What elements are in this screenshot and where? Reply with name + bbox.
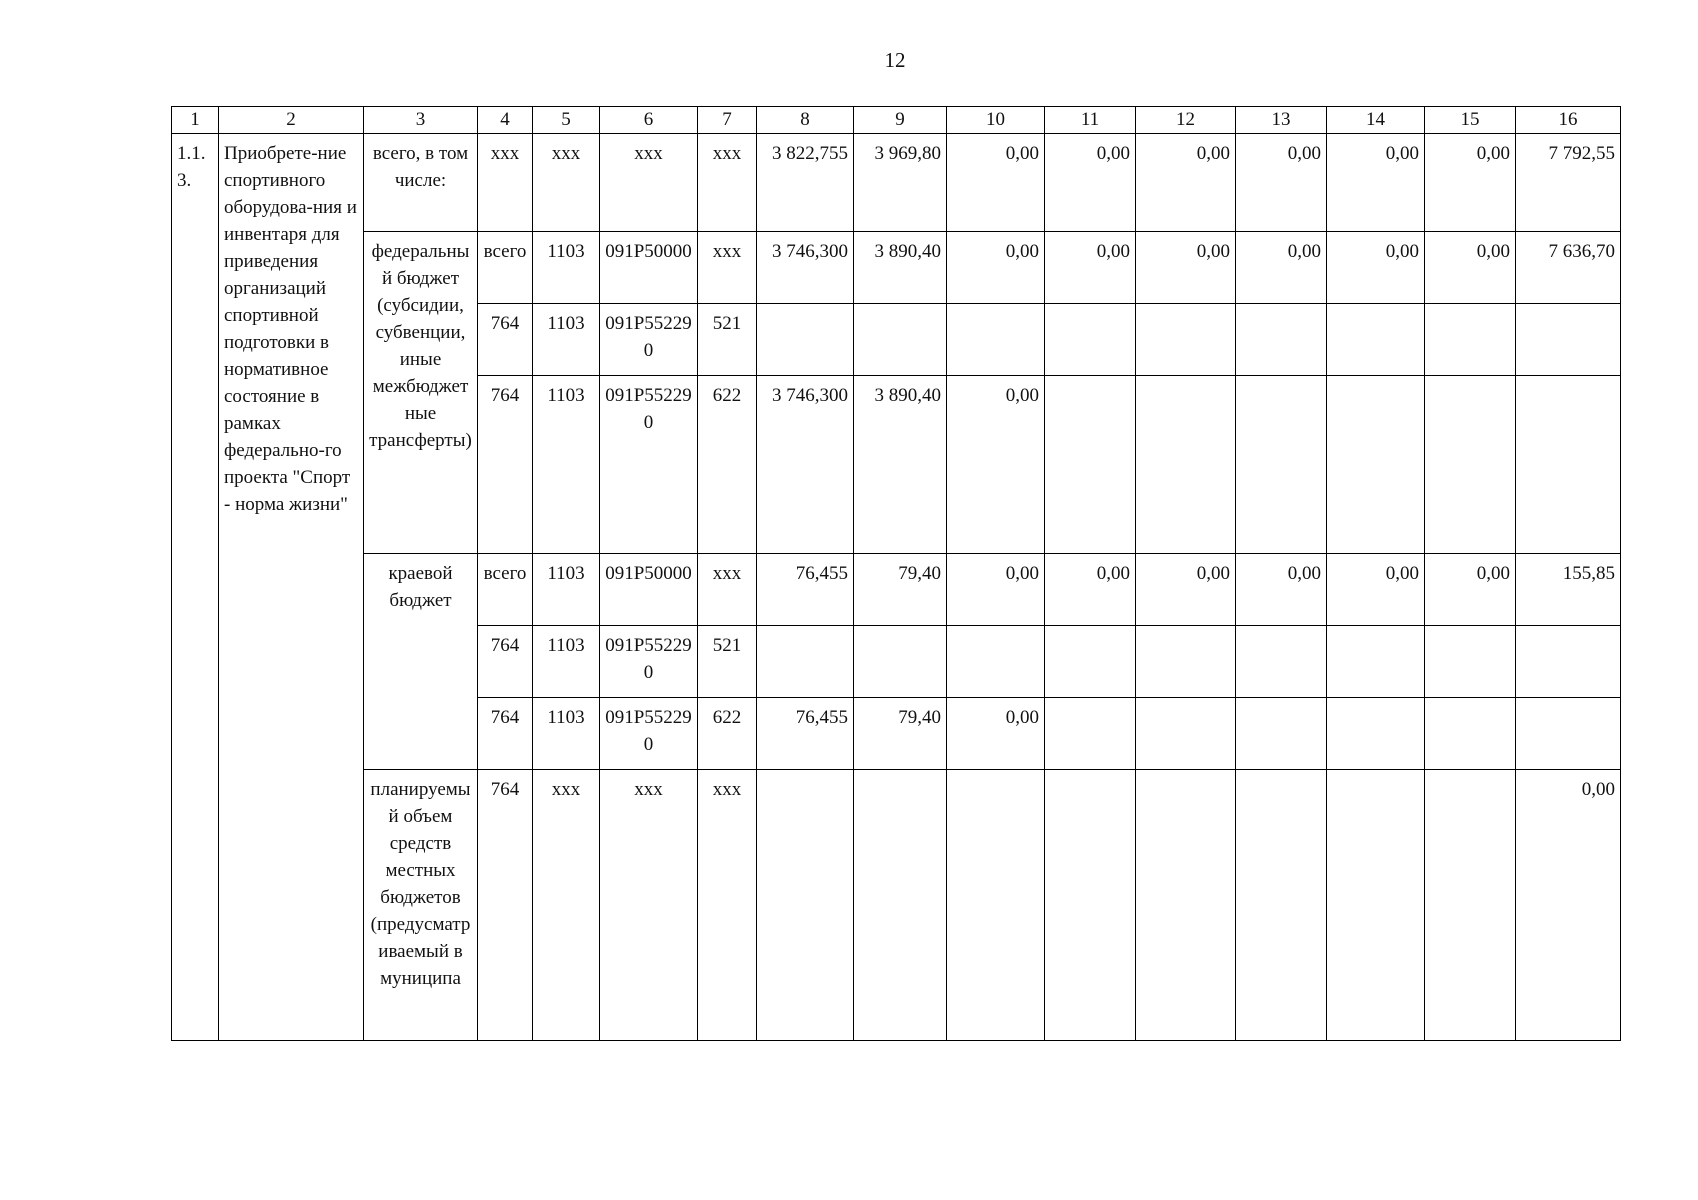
- table-cell: 7 636,70: [1516, 232, 1621, 304]
- table-cell: xxx: [698, 134, 757, 232]
- table-cell: [1236, 626, 1327, 698]
- table-cell: [1425, 376, 1516, 554]
- budget-table: [171, 106, 1621, 1041]
- header-cell: 10: [947, 107, 1045, 134]
- table-cell: 622: [698, 376, 757, 554]
- table-cell: [1327, 698, 1425, 770]
- table-cell: 0,00: [1425, 232, 1516, 304]
- table-cell: 0,00: [1045, 232, 1136, 304]
- table-cell: [1425, 698, 1516, 770]
- item-number: 1.1.3.: [172, 134, 219, 1041]
- table-cell: [1045, 698, 1136, 770]
- table-row-regional-total: [172, 554, 1621, 626]
- table-cell: [854, 770, 947, 1041]
- table-cell: 3 746,300: [757, 376, 854, 554]
- header-cell: 11: [1045, 107, 1136, 134]
- table-cell: 3 890,40: [854, 376, 947, 554]
- table-cell: 091P552290: [600, 626, 698, 698]
- table-cell: [854, 304, 947, 376]
- table-cell: 091P50000: [600, 554, 698, 626]
- table-row-total: [172, 134, 1621, 232]
- header-cell: 1: [172, 107, 219, 134]
- table-cell: xxx: [533, 770, 600, 1041]
- table-cell: 0,00: [1136, 232, 1236, 304]
- table-cell: xxx: [698, 554, 757, 626]
- header-row: [172, 107, 1621, 134]
- table-cell: xxx: [698, 232, 757, 304]
- item-title: Приобрете-ние спортивного оборудова-ния и инвентаря для приведения организаций спортивной подготовки в нормативное состояние в рамках федерально-го проекта "Спорт - норма жизни": [219, 134, 364, 1041]
- table-cell: 0,00: [1425, 134, 1516, 232]
- table-cell: [1327, 376, 1425, 554]
- header-cell: 15: [1425, 107, 1516, 134]
- table-row-federal-total: [172, 232, 1621, 304]
- table-cell: 0,00: [947, 698, 1045, 770]
- table-cell: 764: [478, 698, 533, 770]
- table-cell: 0,00: [947, 134, 1045, 232]
- header-cell: 9: [854, 107, 947, 134]
- table-cell: [1425, 770, 1516, 1041]
- table-cell: 521: [698, 626, 757, 698]
- table-row-local: [172, 770, 1621, 1041]
- table-cell: 3 746,300: [757, 232, 854, 304]
- header-cell: 2: [219, 107, 364, 134]
- table-cell: [1236, 304, 1327, 376]
- table-cell: [1236, 376, 1327, 554]
- funding-source-total: всего, в том числе:: [364, 134, 478, 232]
- table-cell: [854, 626, 947, 698]
- header-cell: 8: [757, 107, 854, 134]
- table-cell: [1516, 698, 1621, 770]
- table-cell: [1327, 304, 1425, 376]
- table-cell: [947, 626, 1045, 698]
- table-cell: 0,00: [1327, 554, 1425, 626]
- table-cell: 1103: [533, 626, 600, 698]
- table-cell: 1103: [533, 304, 600, 376]
- table-cell: [1045, 304, 1136, 376]
- header-cell: 13: [1236, 107, 1327, 134]
- table-cell: 3 890,40: [854, 232, 947, 304]
- table-cell: [1425, 626, 1516, 698]
- header-cell: 4: [478, 107, 533, 134]
- funding-source-local: планируемый объем средств местных бюджетов (предусматриваемый в муниципа: [364, 770, 478, 1041]
- table-cell: [947, 770, 1045, 1041]
- table-cell: [1327, 626, 1425, 698]
- header-cell: 14: [1327, 107, 1425, 134]
- table-cell: [1045, 376, 1136, 554]
- table-cell: 0,00: [1236, 554, 1327, 626]
- header-cell: 3: [364, 107, 478, 134]
- table-cell: 622: [698, 698, 757, 770]
- table-cell: 0,00: [1425, 554, 1516, 626]
- table-cell: [1236, 698, 1327, 770]
- table-cell: 1103: [533, 554, 600, 626]
- table-cell: 764: [478, 376, 533, 554]
- table-cell: 764: [478, 770, 533, 1041]
- table-cell: [1516, 304, 1621, 376]
- table-cell: [757, 770, 854, 1041]
- table-cell: 155,85: [1516, 554, 1621, 626]
- table-cell: 0,00: [947, 376, 1045, 554]
- table-cell: 79,40: [854, 554, 947, 626]
- table-cell: 764: [478, 304, 533, 376]
- table-cell: [1236, 770, 1327, 1041]
- table-cell: [1327, 770, 1425, 1041]
- table-cell: 0,00: [1327, 134, 1425, 232]
- table-cell: 091P50000: [600, 232, 698, 304]
- table-cell: 0,00: [947, 554, 1045, 626]
- table-cell: xxx: [698, 770, 757, 1041]
- table-cell: 0,00: [947, 232, 1045, 304]
- table-cell: 76,455: [757, 698, 854, 770]
- table-cell: 091P552290: [600, 376, 698, 554]
- table-cell: 0,00: [1136, 554, 1236, 626]
- header-cell: 16: [1516, 107, 1621, 134]
- table-cell: [1136, 376, 1236, 554]
- table-cell: [947, 304, 1045, 376]
- table-cell: 3 822,755: [757, 134, 854, 232]
- table-cell: всего: [478, 554, 533, 626]
- table-cell: 7 792,55: [1516, 134, 1621, 232]
- table-cell: 0,00: [1136, 134, 1236, 232]
- header-cell: 12: [1136, 107, 1236, 134]
- table-cell: 1103: [533, 232, 600, 304]
- table-cell: [1136, 626, 1236, 698]
- table-cell: [757, 304, 854, 376]
- table-cell: 79,40: [854, 698, 947, 770]
- table-cell: 3 969,80: [854, 134, 947, 232]
- table-cell: [1516, 626, 1621, 698]
- table-cell: 76,455: [757, 554, 854, 626]
- table-cell: 0,00: [1045, 554, 1136, 626]
- table-cell: 091P552290: [600, 304, 698, 376]
- header-cell: 6: [600, 107, 698, 134]
- table-cell: 0,00: [1516, 770, 1621, 1041]
- header-cell: 7: [698, 107, 757, 134]
- table-cell: [757, 626, 854, 698]
- table-cell: 1103: [533, 698, 600, 770]
- table-cell: 1103: [533, 376, 600, 554]
- funding-source-federal: федеральный бюджет (субсидии, субвенции, иные межбюджетные трансферты): [364, 232, 478, 554]
- page-number: 12: [884, 48, 906, 72]
- table-cell: xxx: [533, 134, 600, 232]
- table-cell: 0,00: [1236, 232, 1327, 304]
- header-cell: 5: [533, 107, 600, 134]
- table-cell: 521: [698, 304, 757, 376]
- table-cell: 0,00: [1327, 232, 1425, 304]
- table-cell: [1136, 304, 1236, 376]
- table-cell: [1045, 626, 1136, 698]
- table-cell: 0,00: [1236, 134, 1327, 232]
- table-cell: 764: [478, 626, 533, 698]
- table-cell: [1516, 376, 1621, 554]
- table-cell: 0,00: [1045, 134, 1136, 232]
- table-cell: [1045, 770, 1136, 1041]
- table-cell: 091P552290: [600, 698, 698, 770]
- table-cell: xxx: [478, 134, 533, 232]
- table-cell: [1425, 304, 1516, 376]
- table-cell: xxx: [600, 134, 698, 232]
- table-cell: [1136, 698, 1236, 770]
- table-cell: xxx: [600, 770, 698, 1041]
- table-cell: всего: [478, 232, 533, 304]
- funding-source-regional: краевой бюджет: [364, 554, 478, 770]
- table-cell: [1136, 770, 1236, 1041]
